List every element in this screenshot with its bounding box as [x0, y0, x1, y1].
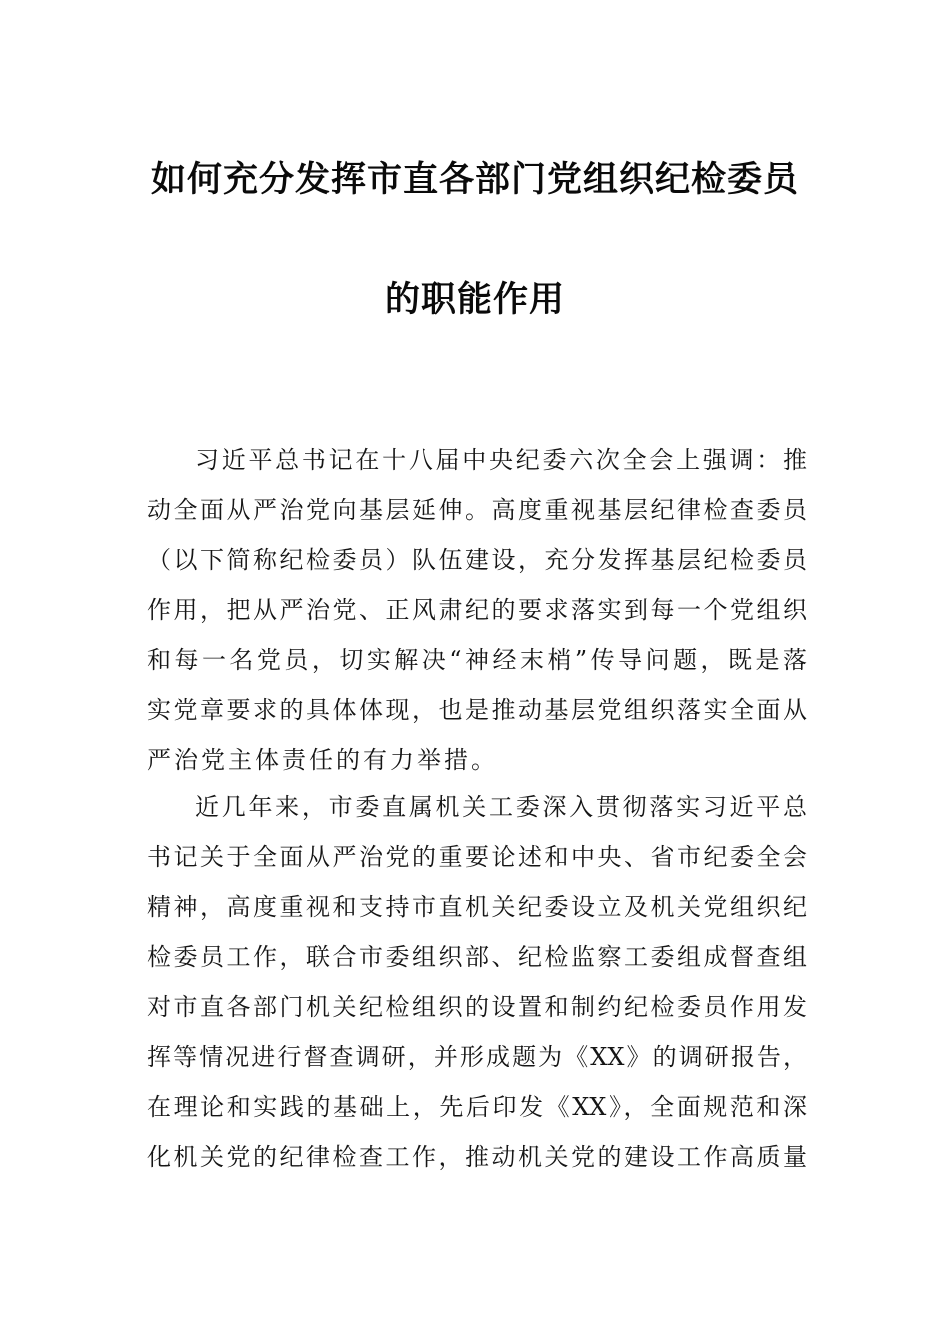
- paragraph-line: 化机关党的纪律检查工作，推动机关党的建设工作高质量: [147, 1143, 807, 1171]
- paragraph-line: 动全面从严治党向基层延伸。高度重视基层纪律检查委员: [147, 496, 807, 524]
- paragraph-line: 书记关于全面从严治党的重要论述和中央、省市纪委全会: [147, 843, 807, 871]
- document-title-line-1: 如何充分发挥市直各部门党组织纪检委员: [150, 159, 799, 200]
- paragraph-line: 挥等情况进行督查调研，并形成题为《XX》的调研报告，: [147, 1043, 807, 1071]
- paragraph-line: 习近平总书记在十八届中央纪委六次全会上强调：推: [195, 446, 807, 474]
- paragraph-line: 作用，把从严治党、正风肃纪的要求落实到每一个党组织: [147, 596, 807, 624]
- paragraph-line: 实党章要求的具体体现，也是推动基层党组织落实全面从: [147, 696, 807, 724]
- paragraph-line: 和每一名党员，切实解决“神经末梢”传导问题，既是落: [147, 646, 807, 674]
- paragraph-line: 严治党主体责任的有力举措。: [147, 746, 498, 774]
- paragraph-line: 在理论和实践的基础上，先后印发《XX》，全面规范和深: [147, 1093, 807, 1121]
- document-title-line-2: 的职能作用: [384, 279, 565, 320]
- paragraph-line: 近几年来，市委直属机关工委深入贯彻落实习近平总: [195, 793, 807, 821]
- paragraph-line: 对市直各部门机关纪检组织的设置和制约纪检委员作用发: [147, 993, 807, 1021]
- paragraph-line: 精神，高度重视和支持市直机关纪委设立及机关党组织纪: [147, 893, 807, 921]
- paragraph-line: （以下简称纪检委员）队伍建设，充分发挥基层纪检委员: [147, 546, 807, 574]
- paragraph-line: 检委员工作，联合市委组织部、纪检监察工委组成督查组: [147, 943, 807, 971]
